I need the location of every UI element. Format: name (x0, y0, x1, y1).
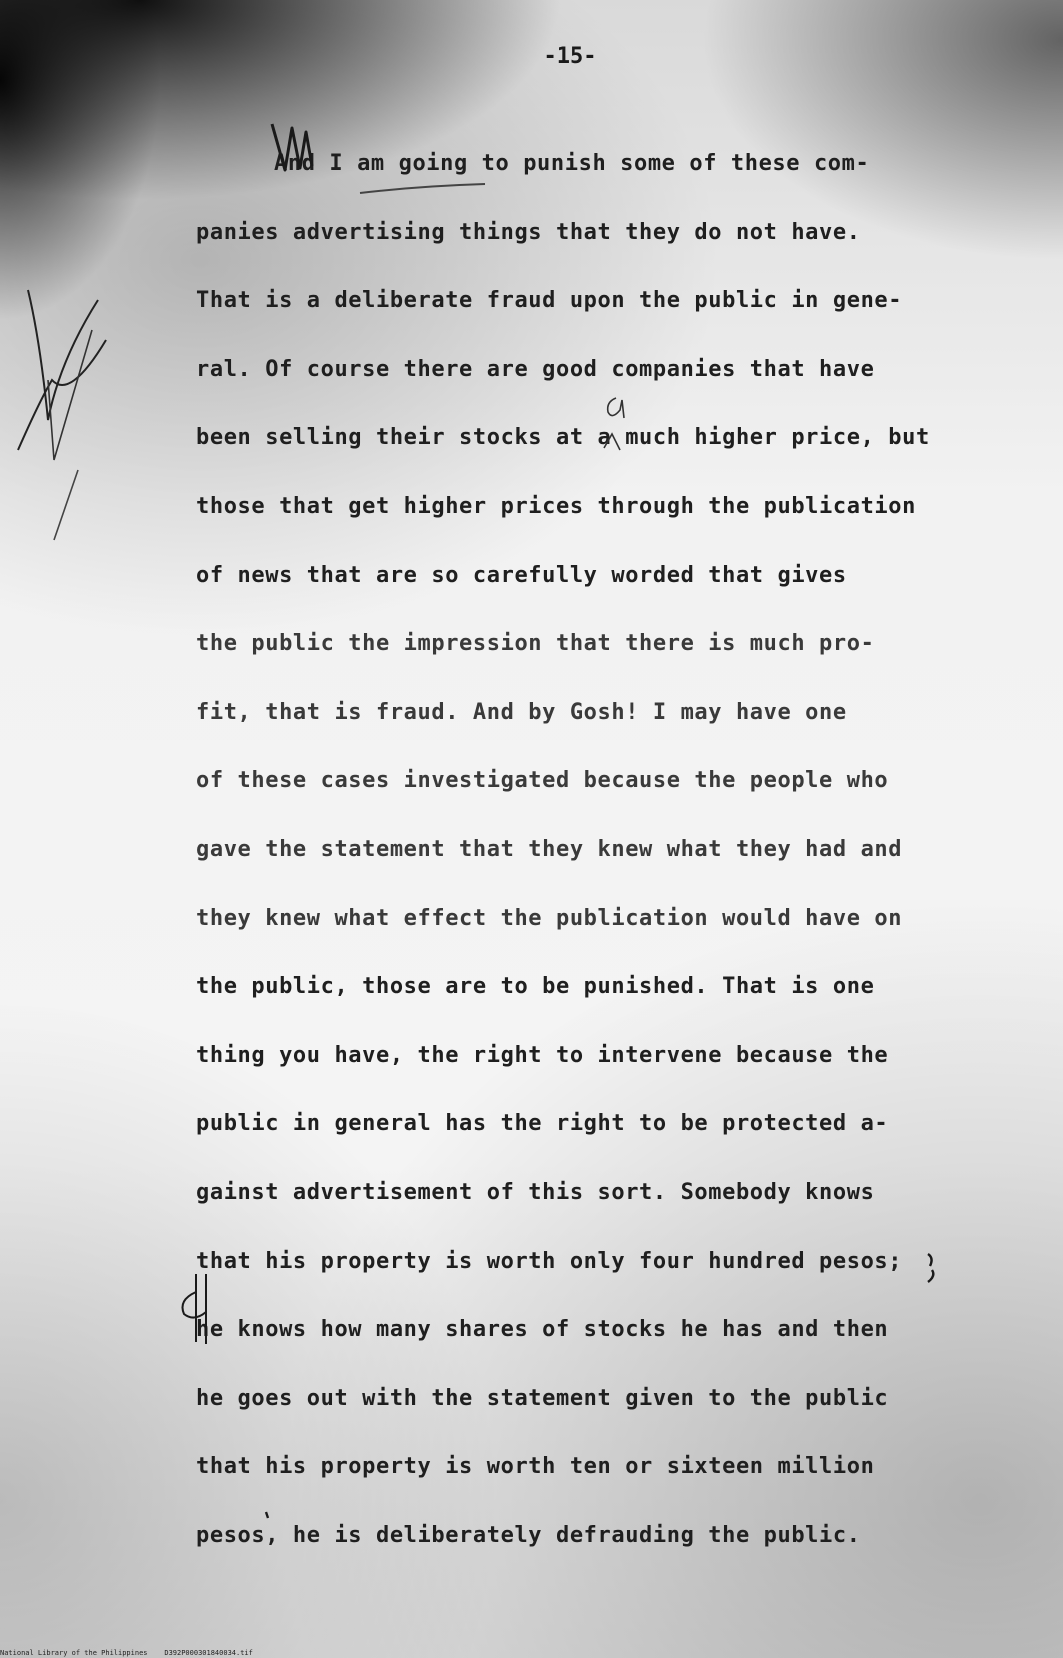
text-line: they knew what effect the publication would have on (196, 905, 903, 931)
text-line: That is a deliberate fraud upon the public in gene- (196, 288, 903, 314)
text-line: And I am going to punish some of these com- (274, 151, 870, 176)
archive-footer: National Library of the Philippines D392P000301840034.tif (0, 1649, 253, 1657)
text-line: of news that are so carefully worded that gives (196, 562, 847, 588)
text-line: ral. Of course there are good companies that have (196, 356, 875, 382)
text-line: thing you have, the right to intervene because the (196, 1042, 889, 1068)
margin-check-mark (28, 290, 98, 420)
text-line: he knows how many shares of stocks he has and then (196, 1317, 889, 1343)
text-line: he goes out with the statement given to the public (196, 1385, 889, 1411)
text-line: pesos, he is deliberately defrauding the public. (196, 1522, 861, 1548)
page-number: -15- (543, 44, 597, 69)
margin-check-mark (54, 470, 78, 540)
text-line: those that get higher prices through the publication (196, 493, 916, 519)
text-line: been selling their stocks at a much higher price, but (196, 425, 930, 451)
text-line: of these cases investigated because the people who (196, 768, 889, 794)
text-line: gainst advertisement of this sort. Somebody knows (196, 1179, 875, 1205)
margin-check-mark (48, 330, 92, 460)
text-line: the public, those are to be punished. That is one (196, 974, 875, 1000)
text-line: gave the statement that they knew what they had and (196, 836, 903, 862)
text-line: panies advertising things that they do not have. (196, 219, 861, 245)
text-line: fit, that is fraud. And by Gosh! I may have one (196, 699, 847, 725)
typed-body-text (196, 130, 956, 1570)
text-line: that his property is worth only four hundred pesos; (196, 1248, 903, 1274)
text-line: the public the impression that there is much pro- (196, 631, 875, 657)
text-line: public in general has the right to be protected a- (196, 1111, 889, 1137)
margin-check-mark (18, 340, 106, 450)
text-line: that his property is worth ten or sixteen million (196, 1454, 875, 1480)
